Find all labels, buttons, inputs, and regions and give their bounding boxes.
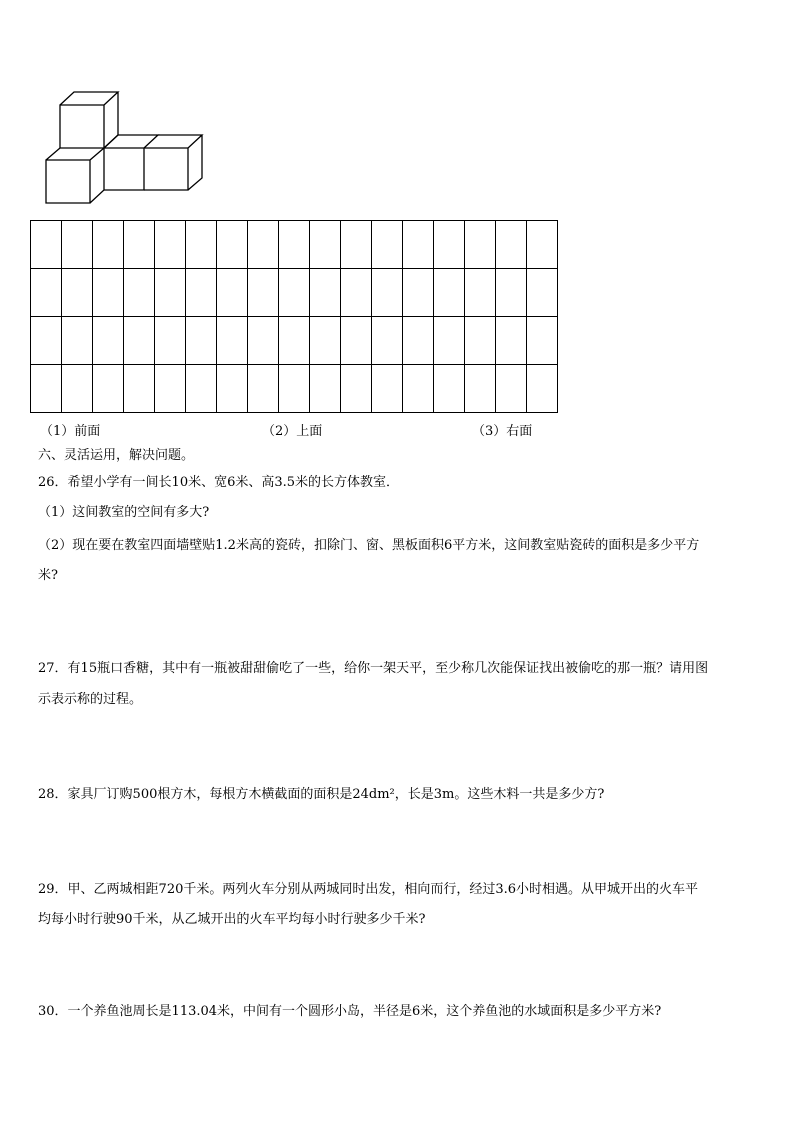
grid-cell	[155, 221, 186, 269]
grid-cell	[527, 221, 558, 269]
grid-cell	[186, 365, 217, 413]
grid-cell	[496, 317, 527, 365]
grid-cell	[403, 221, 434, 269]
label-top-view: （2）上面	[262, 424, 323, 439]
grid-cell	[341, 269, 372, 317]
q27-line2: 示表示称的过程。	[38, 692, 143, 707]
grid-cell	[279, 365, 310, 413]
grid-cell	[217, 269, 248, 317]
grid-row	[31, 365, 558, 413]
grid-cell	[527, 269, 558, 317]
grid-cell	[93, 365, 124, 413]
grid-cell	[155, 317, 186, 365]
grid-cell	[403, 365, 434, 413]
q26-part2-line2: 米?	[38, 568, 58, 583]
grid-cell	[124, 221, 155, 269]
grid-cell	[248, 269, 279, 317]
grid-cell	[31, 269, 62, 317]
q26-part2-line1: （2）现在要在教室四面墙壁贴1.2米高的瓷砖，扣除门、窗、黑板面积6平方米，这间教室贴瓷砖的面积是多少平方	[38, 538, 700, 553]
grid-cell	[434, 221, 465, 269]
label-front-view: （1）前面	[40, 424, 101, 439]
grid-cell	[217, 221, 248, 269]
grid-cell	[124, 269, 155, 317]
grid-cell	[527, 365, 558, 413]
q26-part1: （1）这间教室的空间有多大?	[38, 505, 210, 520]
grid-cell	[248, 221, 279, 269]
cube-bottom-right	[144, 135, 202, 190]
grid-cell	[310, 269, 341, 317]
grid-cell	[310, 365, 341, 413]
grid-cell	[465, 269, 496, 317]
grid-cell	[124, 365, 155, 413]
grid-cell	[279, 317, 310, 365]
grid-cell	[217, 317, 248, 365]
grid-cell	[341, 365, 372, 413]
grid-cell	[62, 317, 93, 365]
grid-cell	[217, 365, 248, 413]
grid-cell	[248, 365, 279, 413]
grid-cell	[155, 365, 186, 413]
cube-bottom-middle	[104, 135, 158, 190]
grid-cell	[93, 221, 124, 269]
grid-cell	[248, 317, 279, 365]
grid-cell	[124, 317, 155, 365]
grid-cell	[310, 317, 341, 365]
grid-cell	[93, 317, 124, 365]
grid-cell	[496, 221, 527, 269]
cube-top	[60, 92, 118, 148]
grid-cell	[62, 221, 93, 269]
q27-line1: 27．有15瓶口香糖，其中有一瓶被甜甜偷吃了一些，给你一架天平，至少称几次能保证找出被偷吃的那一瓶？请用图	[38, 661, 709, 676]
grid-cell	[31, 317, 62, 365]
label-right-view: （3）右面	[472, 424, 533, 439]
grid-cell	[496, 269, 527, 317]
q30-text: 30．一个养鱼池周长是113.04米，中间有一个圆形小岛，半径是6米，这个养鱼池的水域面积是多少平方米?	[38, 1004, 662, 1019]
grid-cell	[403, 269, 434, 317]
grid-cell	[465, 317, 496, 365]
grid-cell	[403, 317, 434, 365]
grid-cell	[186, 317, 217, 365]
grid-cell	[93, 269, 124, 317]
grid-cell	[341, 221, 372, 269]
grid-row	[31, 221, 558, 269]
grid-cell	[372, 269, 403, 317]
grid-cell	[465, 365, 496, 413]
grid-cell	[527, 317, 558, 365]
grid-cell	[341, 317, 372, 365]
grid-cell	[434, 317, 465, 365]
section-title: 六、灵活运用，解决问题。	[38, 448, 195, 463]
grid-cell	[62, 365, 93, 413]
q28-text: 28．家具厂订购500根方木，每根方木横截面的面积是24dm²，长是3m。这些木料一共是多少方?	[38, 787, 605, 802]
grid-cell	[155, 269, 186, 317]
grid-cell	[372, 221, 403, 269]
grid-cell	[434, 269, 465, 317]
grid-cell	[279, 221, 310, 269]
grid-cell	[31, 365, 62, 413]
grid-cell	[496, 365, 527, 413]
grid-cell	[279, 269, 310, 317]
grid-cell	[372, 365, 403, 413]
grid-cell	[31, 221, 62, 269]
grid-cell	[186, 269, 217, 317]
grid-cell	[62, 269, 93, 317]
grid-row	[31, 269, 558, 317]
q29-line2: 均每小时行驶90千米，从乙城开出的火车平均每小时行驶多少千米?	[38, 912, 426, 927]
grid-cell	[372, 317, 403, 365]
cube-bottom-left	[46, 148, 104, 203]
cube-figure	[40, 90, 210, 210]
q29-line1: 29．甲、乙两城相距720千米。两列火车分别从两城同时出发，相向而行，经过3.6小时相遇。从甲城开出的火车平	[38, 882, 699, 897]
grid-cell	[465, 221, 496, 269]
grid-cell	[310, 221, 341, 269]
grid-row	[31, 317, 558, 365]
q26-stem: 26．希望小学有一间长10米、宽6米、高3.5米的长方体教室．	[38, 475, 400, 490]
grid-cell	[186, 221, 217, 269]
drawing-grid	[30, 220, 558, 413]
grid-cell	[434, 365, 465, 413]
